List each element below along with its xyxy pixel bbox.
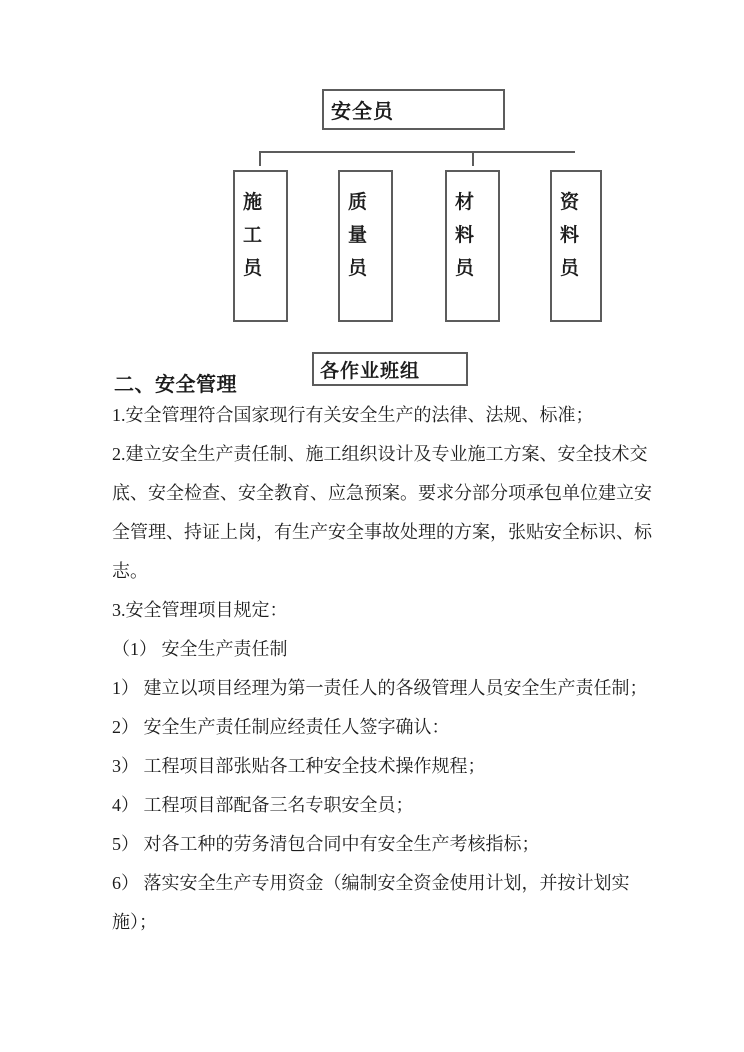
body-line: 施）； [112,912,157,932]
body-line: 全管理、持证上岗，有生产安全事故处理的方案，张贴安全标识、标 [112,522,652,542]
body-line: 志。 [112,561,148,581]
org-chart-branch-box-ziliaoyuan [550,170,602,322]
org-chart-root-box [322,89,505,130]
body-line: 2） 安全生产责任制应经责任人签字确认： [112,717,450,737]
branch-label-char: 员 [455,258,475,279]
branch-label-char: 资 [560,192,580,213]
org-chart-horizontal-connector [259,151,575,153]
branch-label-char: 料 [560,225,580,246]
body-line: 5） 对各工种的劳务清包合同中有安全生产考核指标； [112,834,540,854]
org-chart-connector-tick [472,152,474,166]
branch-label-char: 施 [243,192,263,213]
branch-label-char: 工 [243,225,263,246]
section-heading-safety-management: 二、安全管理 [114,374,237,396]
body-line: 4） 工程项目部配备三名专职安全员； [112,795,414,815]
org-chart-branch-box-cailiaoyuan [445,170,500,322]
body-line: 6） 落实安全生产专用资金（编制安全资金使用计划，并按计划实 [112,873,630,893]
body-line: 底、安全检查、安全教育、应急预案。要求分部分项承包单位建立安 [112,483,652,503]
body-line: 1.安全管理符合国家现行有关安全生产的法律、法规、标准； [112,405,594,425]
branch-label-char: 员 [243,258,263,279]
org-chart-bottom-box-work-teams [312,352,468,386]
org-chart-branch-box-shigongyuan [233,170,288,322]
org-chart-branch-box-zhiliangyuan [338,170,393,322]
branch-label-char: 材 [455,192,475,213]
body-line: （1） 安全生产责任制 [112,639,288,659]
body-line: 3.安全管理项目规定： [112,600,288,620]
branch-label-char: 质 [348,192,368,213]
org-chart-bottom-label: 各作业班组 [320,360,421,382]
org-chart-root-label: 安全员 [331,101,394,123]
org-chart-connector-tick [259,152,261,166]
branch-label-char: 量 [348,225,368,246]
branch-label-char: 料 [455,225,475,246]
body-line: 1） 建立以项目经理为第一责任人的各级管理人员安全生产责任制； [112,678,648,698]
body-line: 3） 工程项目部张贴各工种安全技术操作规程； [112,756,486,776]
branch-label-char: 员 [348,258,368,279]
section-body [112,396,672,942]
body-line: 2.建立安全生产责任制、施工组织设计及专业施工方案、安全技术交 [112,444,648,464]
branch-label-char: 员 [560,258,580,279]
